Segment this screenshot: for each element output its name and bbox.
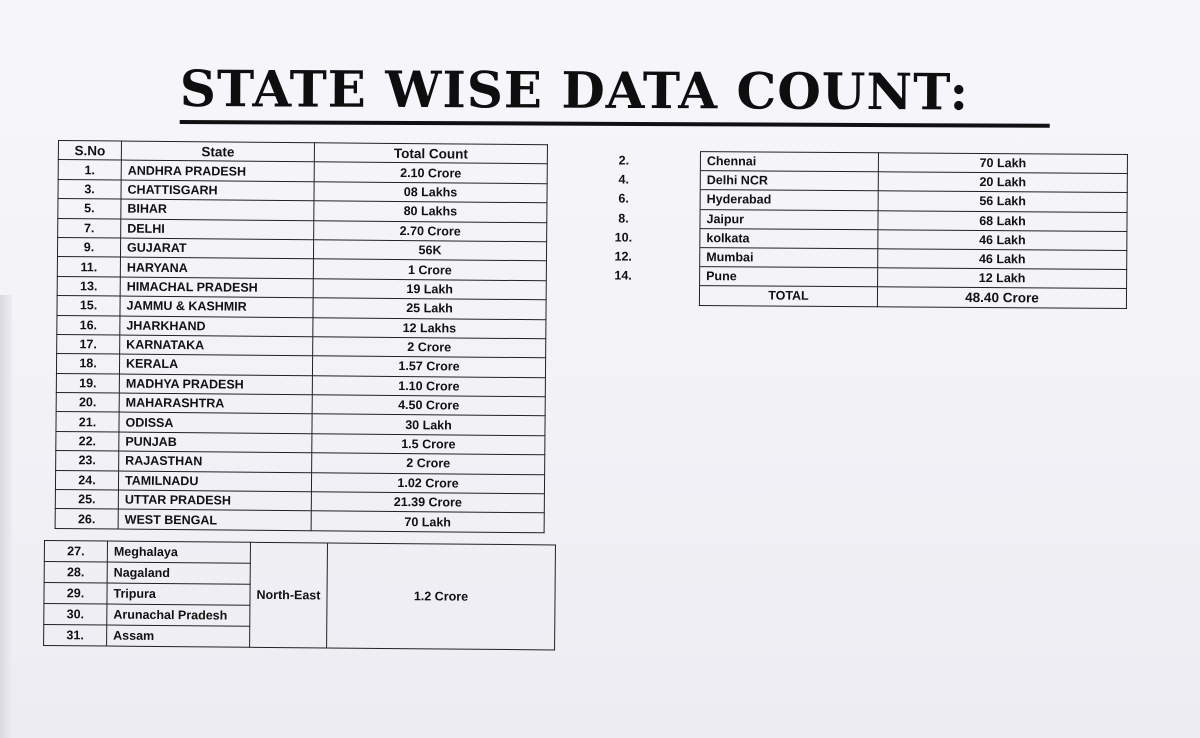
north-east-table bbox=[43, 540, 556, 650]
row-state: KARNATAKA bbox=[120, 335, 313, 356]
row-state: MAHARASHTRA bbox=[119, 393, 312, 414]
row-city: Hyderabad bbox=[700, 190, 878, 210]
row-state: HIMACHAL PRADESH bbox=[120, 277, 313, 298]
row-count: 30 Lakh bbox=[312, 414, 545, 435]
row-state: Arunachal Pradesh bbox=[107, 604, 250, 626]
row-city: Mumbai bbox=[700, 247, 878, 267]
row-count: 12 Lakhs bbox=[313, 317, 546, 338]
row-count: 2 Crore bbox=[313, 337, 546, 358]
row-count: 2.10 Crore bbox=[314, 162, 547, 183]
row-sno: 2. bbox=[548, 150, 701, 170]
row-sno: 15. bbox=[57, 296, 120, 316]
row-state: CHATTISGARH bbox=[121, 180, 314, 201]
row-sno: 18. bbox=[56, 354, 119, 374]
row-state: ANDHRA PRADESH bbox=[121, 160, 314, 181]
row-state: RAJASTHAN bbox=[119, 451, 312, 472]
row-count: 56 Lakh bbox=[878, 191, 1127, 212]
row-state: Tripura bbox=[107, 583, 250, 605]
row-sno: 9. bbox=[57, 237, 120, 257]
row-count: 68 Lakh bbox=[878, 210, 1127, 231]
row-count: 46 Lakh bbox=[878, 249, 1127, 270]
row-city: Delhi NCR bbox=[700, 171, 878, 191]
row-count: 56K bbox=[313, 240, 546, 261]
row-count: 2 Crore bbox=[312, 453, 545, 474]
row-state: KERALA bbox=[119, 354, 312, 375]
row-sno: 4. bbox=[548, 170, 701, 190]
row-sno: 5. bbox=[58, 199, 121, 219]
row-count: 46 Lakh bbox=[878, 230, 1127, 251]
city-table-body bbox=[547, 150, 1128, 308]
table-row bbox=[55, 509, 544, 533]
row-state: UTTAR PRADESH bbox=[118, 490, 311, 511]
total-row bbox=[547, 285, 1127, 308]
row-sno: 17. bbox=[57, 334, 120, 354]
row-state: HARYANA bbox=[120, 257, 313, 278]
header-state: State bbox=[121, 141, 314, 162]
row-city: Pune bbox=[700, 267, 878, 287]
row-sno: 1. bbox=[58, 160, 121, 180]
north-east-count: 1.2 Crore bbox=[326, 543, 555, 650]
row-sno: 21. bbox=[56, 412, 119, 432]
row-state: Meghalaya bbox=[107, 541, 250, 563]
total-value: 48.40 Crore bbox=[877, 287, 1126, 308]
row-count: 20 Lakh bbox=[878, 172, 1127, 193]
row-sno: 7. bbox=[58, 218, 121, 238]
row-count: 70 Lakh bbox=[311, 511, 544, 532]
row-sno: 26. bbox=[55, 509, 118, 529]
row-sno: 16. bbox=[57, 315, 120, 335]
row-sno: 6. bbox=[548, 189, 701, 209]
row-sno: 20. bbox=[56, 393, 119, 413]
north-east-body bbox=[44, 541, 556, 650]
row-sno: 12. bbox=[547, 246, 700, 266]
city-table bbox=[547, 150, 1128, 309]
row-sno: 28. bbox=[44, 562, 107, 584]
row-state: JHARKHAND bbox=[120, 316, 313, 337]
row-city: Chennai bbox=[700, 152, 878, 172]
row-state: Nagaland bbox=[107, 562, 250, 584]
row-sno: 3. bbox=[58, 179, 121, 199]
row-city: Jaipur bbox=[700, 209, 878, 229]
row-state: MADHYA PRADESH bbox=[119, 374, 312, 395]
row-sno: 29. bbox=[44, 583, 107, 605]
row-count: 4.50 Crore bbox=[312, 395, 545, 416]
row-count: 12 Lakh bbox=[878, 268, 1127, 289]
row-sno: 13. bbox=[57, 276, 120, 296]
row-sno: 25. bbox=[55, 490, 118, 510]
row-sno: 23. bbox=[56, 451, 119, 471]
row-count: 25 Lakh bbox=[313, 298, 546, 319]
row-state: Assam bbox=[107, 625, 250, 647]
row-sno: 11. bbox=[57, 257, 120, 277]
header-sno: S.No bbox=[58, 141, 121, 161]
row-count: 80 Lakhs bbox=[314, 201, 547, 222]
north-east-region-label: North-East bbox=[250, 542, 328, 648]
row-count: 21.39 Crore bbox=[311, 492, 544, 513]
row-count: 1.10 Crore bbox=[312, 375, 545, 396]
row-count: 2.70 Crore bbox=[314, 220, 547, 241]
state-table bbox=[55, 140, 548, 533]
row-sno: 8. bbox=[547, 208, 700, 228]
row-sno: 14. bbox=[547, 266, 700, 286]
row-count: 1.5 Crore bbox=[312, 434, 545, 455]
total-label: TOTAL bbox=[699, 286, 877, 306]
row-count: 19 Lakh bbox=[313, 278, 546, 299]
row-count: 1.02 Crore bbox=[311, 472, 544, 493]
row-state: WEST BENGAL bbox=[118, 509, 311, 530]
row-state: TAMILNADU bbox=[118, 471, 311, 492]
row-sno: 19. bbox=[56, 373, 119, 393]
state-table-body bbox=[55, 160, 547, 533]
row-state: BIHAR bbox=[121, 199, 314, 220]
row-count: 08 Lakhs bbox=[314, 182, 547, 203]
row-count: 1 Crore bbox=[313, 259, 546, 280]
row-sno: 22. bbox=[56, 431, 119, 451]
row-sno: 27. bbox=[44, 541, 107, 563]
row-sno: 30. bbox=[44, 604, 107, 626]
row-sno: 31. bbox=[44, 625, 107, 647]
row-state: DELHI bbox=[121, 219, 314, 240]
row-count: 1.57 Crore bbox=[312, 356, 545, 377]
page-title: STATE WISE DATA COUNT: bbox=[180, 60, 1050, 128]
total-spacer bbox=[547, 285, 700, 305]
row-state: GUJARAT bbox=[120, 238, 313, 259]
row-state: ODISSA bbox=[119, 413, 312, 434]
row-city: kolkata bbox=[700, 228, 878, 248]
row-sno: 10. bbox=[547, 227, 700, 247]
page-edge-shadow bbox=[0, 295, 12, 738]
row-state: JAMMU & KASHMIR bbox=[120, 296, 313, 317]
row-count: 70 Lakh bbox=[878, 153, 1127, 174]
row-state: PUNJAB bbox=[119, 432, 312, 453]
header-count: Total Count bbox=[314, 143, 547, 164]
row-sno: 24. bbox=[55, 470, 118, 490]
